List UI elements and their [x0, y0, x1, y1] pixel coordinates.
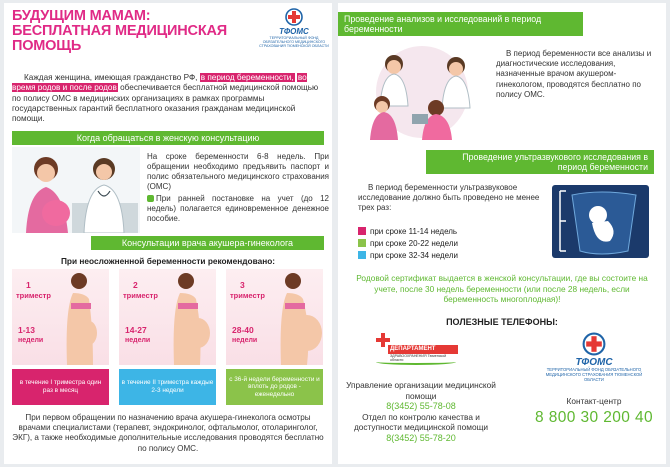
when-text-2: При ранней постановке на учет (до 12 недель) полагается единовременное денежное пособие.	[147, 194, 329, 223]
trimester-weeks: 14-27	[125, 325, 147, 335]
trimester-label: триместр	[16, 291, 51, 300]
trimester-number: 1	[26, 280, 31, 290]
trimester-weeks: 28-40	[232, 325, 254, 335]
when-text-1: На сроке беременности 6-8 недель. При обращении необходимо предъявить паспорт и полис обязательного медицинского страхования (ОМС)	[147, 152, 329, 191]
us-list	[358, 225, 458, 261]
us-item-label: при сроке 11-14 недель	[370, 226, 458, 236]
list-item	[358, 237, 458, 249]
consult-header: Консультации врача акушера-гинеколога	[91, 236, 324, 250]
swoosh-icon	[376, 359, 456, 365]
recommend-heading: При неосложненной беременности рекомендовано:	[60, 256, 276, 266]
contact-1-name: Управление организации медицинской помощи	[346, 380, 496, 401]
dept-subtitle: ЗДРАВООХРАНЕНИЯ Тюменской области	[390, 354, 447, 362]
bullet-square-icon	[358, 239, 366, 247]
contact-center-label: Контакт-центр	[566, 396, 622, 406]
trimester-note-2: в течение II триместра каждые 2-3 недели	[119, 369, 216, 405]
when-text-2-wrap	[147, 194, 329, 224]
us-text: В период беременности ультразвуковое исследование должно быть проведено не менее трех раз:	[358, 183, 540, 213]
ultrasound-image	[552, 185, 649, 258]
us-item-label: при сроке 32-34 недели	[370, 250, 458, 260]
trimester-card-2	[119, 269, 216, 365]
when-text	[147, 152, 329, 226]
trimester-weeks-label: недели	[125, 337, 151, 344]
bullet-square-icon	[358, 251, 366, 259]
trimester-note-1: в течение I триместра один раз в месяц	[12, 369, 109, 405]
tfoms-subtitle: ТЕРРИТОРИАЛЬНЫЙ ФОНД ОБЯЗАТЕЛЬНОГО МЕДИЦИНСКОГО СТРАХОВАНИЯ ТЮМЕНСКОЙ ОБЛАСТИ	[545, 367, 643, 382]
phones-title: ПОЛЕЗНЫЕ ТЕЛЕФОНЫ:	[446, 317, 558, 327]
trimester-label: триместр	[230, 291, 265, 300]
title-line-3: ПОМОЩЬ	[12, 38, 82, 54]
tfoms-name: ТФОМС	[575, 357, 613, 368]
trimester-weeks: 1-13	[18, 325, 36, 335]
analysis-header: Проведение анализов и исследований в период беременности	[338, 12, 583, 36]
certificate-text: Родовой сертификат выдается в женской консультации, где вы состоите на учете, после 30 недель беременности (или после 28 недель, если беременность многоплодная)!	[356, 273, 648, 304]
contact-1-phone[interactable]: 8(3452) 55-78-08	[386, 401, 456, 412]
lab-tests-illustration	[352, 44, 494, 140]
left-page	[4, 3, 332, 464]
trimester-weeks-label: недели	[232, 337, 258, 344]
dept-name: ДЕПАРТАМЕНТ	[388, 345, 458, 354]
us-item-label: при сроке 20-22 недели	[370, 238, 458, 248]
intro-text-start: Каждая женщина, имеющая гражданство РФ,	[24, 73, 198, 82]
tfoms-logo-large	[544, 331, 644, 382]
trimester-number: 2	[133, 280, 138, 290]
intro-highlight-1: в период беременности,	[200, 73, 294, 82]
intro-text-end: обеспечивается бесплатной медицинской помощью по полису ОМС в медицинских организациях в рамках программы государственных гарантий бесплатного оказания гражданам медицинской помощи.	[12, 83, 319, 124]
contact-2-phone[interactable]: 8(3452) 55-78-20	[386, 432, 456, 443]
hand-icon	[147, 195, 154, 202]
trimester-number: 3	[240, 280, 245, 290]
us-header: Проведение ультразвукового исследования в период беременности	[426, 150, 654, 174]
health-department-logo	[376, 331, 458, 367]
tfoms-name: ТФОМС	[279, 27, 309, 36]
contact-center-phone[interactable]: 8 800 30 200 40	[534, 409, 654, 426]
trimester-note-3: с 36-й недели беременности и вплоть до родов - еженедельно	[226, 369, 323, 405]
when-header: Когда обращаться в женскую консультацию	[12, 131, 324, 145]
pregnant-woman-icon	[49, 269, 109, 365]
contact-2-name: Отдел по контролю качества и доступности медицинской помощи	[353, 411, 489, 433]
right-page	[338, 3, 666, 464]
pregnant-woman-icon	[156, 269, 216, 365]
tfoms-emblem-icon	[281, 7, 307, 27]
doctor-consultation-illustration	[12, 147, 140, 233]
list-item	[358, 249, 458, 261]
tfoms-subtitle: ТЕРРИТОРИАЛЬНЫЙ ФОНД ОБЯЗАТЕЛЬНОГО МЕДИЦИНСКОГО СТРАХОВАНИЯ ТЮМЕНСКОЙ ОБЛАСТИ	[259, 36, 329, 48]
trimester-weeks-label: недели	[18, 337, 44, 344]
title-line-1: БУДУЩИМ МАМАМ:	[12, 8, 151, 24]
pregnant-woman-icon	[263, 269, 323, 365]
tfoms-emblem-icon	[577, 331, 611, 357]
analysis-text: В период беременности все анализы и диагностические исследования, назначенные врачом акушером-гинекологом, проводятся бесплатно по полису ОМС.	[496, 49, 652, 99]
intro-highlight-2: во время родов и после родов	[12, 73, 307, 93]
trimester-card-1	[12, 269, 109, 365]
trimester-label: триместр	[123, 291, 158, 300]
contacts-list	[346, 380, 496, 444]
title-line-2: БЕСПЛАТНАЯ МЕДИЦИНСКАЯ	[12, 23, 227, 39]
page-title	[12, 9, 252, 54]
list-item	[358, 225, 458, 237]
bullet-square-icon	[358, 227, 366, 235]
tfoms-logo	[258, 7, 330, 48]
closing-paragraph: При первом обращении по назначению врача акушера-гинеколога осмотры врачами специалистами (терапевт, эндокринолог, офтальмолог, отоларинголог, ЭКГ), а также необходимые дополнительные исследования проводятся бесплатно по полису ОМС.	[12, 413, 324, 453]
trimester-card-3	[226, 269, 323, 365]
intro-paragraph	[12, 73, 324, 124]
ultrasound-fetus-icon	[552, 185, 649, 258]
